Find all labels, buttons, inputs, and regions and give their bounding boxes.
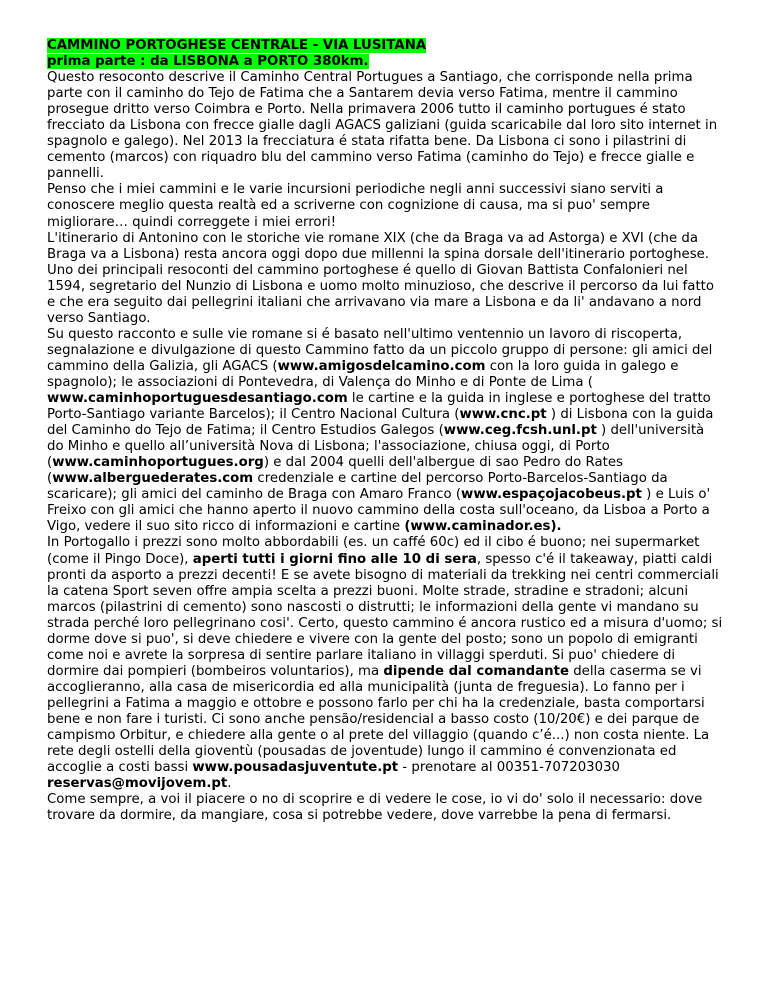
link-caminador: (www.caminador.es).	[404, 519, 562, 535]
link-ceg: www.ceg.fcsh.unl.pt	[443, 423, 597, 439]
paragraph-closing: Come sempre, a voi il piacere o no di scoprire e di vedere le cose, io vi do' solo il necessario: dove trovare da dormire, da mangiare, cosa si potrebbe vedere, dove varrebbe la pena di fermarsi.	[47, 792, 703, 824]
paragraph-practical-info: In Portogallo i prezzi sono molto abbordabili (es. un caffé 60c) ed il cibo é buono; nei supermarket (come il Pingo Doce), aperti tutti i giorni fino alle 10 di sera, spesso c'é il takeaway, piatti caldi pronti da asporto a prezzi decenti! E se avete bisogno di materiali da trekking nei centri commerciali la catena Sport seven offre ampia scelta a prezzi buoni. Molte strade, stradine e stradoni; alcuni marcos (pilastrini di cemento) sono nascosti o distrutti; le informazioni della gente vi mandano su strada perché loro pellegrinano cosi'. Certo, questo cammino é ancora rustico ed a misura d'uomo; si dorme dove si puo', si deve chiedere e vivere con la gente del posto; sono un popolo di emigranti come noi e avrete la sorpresa di sentire parlare italiano in villaggi sperduti. Si puo' chiedere di dormire dai pompieri (bombeiros voluntarios), ma dipende dal comandante della caserma se vi accoglieranno, alla casa de misericordia ed alla municipalità (junta de freguesia). Lo fanno per i pellegrini a Fatima a maggio e ottobre e possono farlo per chi ha la credenziale, basta comportarsi bene e non fare i turisti. Ci sono anche pensão/residencial a basso costo (10/20€) e dei parque de campismo Orbitur, e chiedere alla gente o al prete del villaggio (quando c’é...) non costa niente. La rete degli ostelli della gioventù (pousadas de joventude) lungo il cammino é convenzionata ed accoglie a costi bassi www.pousadasjuventute.pt - prenotare al 00351-707203030 reservas@movijovem.pt.	[47, 535, 723, 792]
link-caminhoportuguesdesantiago: www.caminhoportuguesdesantiago.com	[47, 391, 348, 407]
paragraph-associations: Su questo racconto e sulle vie romane si é basato nell'ultimo ventennio un lavoro di riscoperta, segnalazione e divulgazione di questo Cammino fatto da un piccolo gruppo di persone: gli amici del cammino della Galizia, gli AGACS (www.amigosdelcamino.com con la loro guida in galego e spagnolo); le associazioni di Pontevedra, di Valença do Minho e di Ponte de Lima ( www.caminhoportuguesdesantiago.com le cartine e la guida in inglese e portoghese del tratto Porto-Santiago variante Barcelos); il Centro Nacional Cultura (www.cnc.pt ) di Lisbona con la guida del Caminho do Tejo de Fatima; il Centro Estudios Galegos (www.ceg.fcsh.unl.pt ) dell'università do Minho e quello all’università Nova di Lisbona; l'associazione, chiusa oggi, di Porto (www.caminhoportugues.org) e dal 2004 quelli dell'albergue di sao Pedro do Rates (www.alberguederates.com credenziale e cartine del percorso Porto-Barcelos-Santiago da scaricare); gli amici del caminho de Braga con Amaro Franco (www.espaçojacobeus.pt ) e Luis o' Freixo con gli amici che hanno aperto il nuovo cammino della costa sull'oceano, da Lisboa a Porto a Vigo, vedere il suo sito ricco di informazioni e cartine (www.caminador.es).	[47, 326, 714, 535]
emphasis-comandante: dipende dal comandante	[383, 663, 569, 679]
link-caminhoportugues: www.caminhoportugues.org	[52, 455, 264, 471]
title-line-2: prima parte : da LISBONA a PORTO 380km.	[47, 54, 369, 70]
emphasis-supermarket-hours: aperti tutti i giorni fino alle 10 di sera	[192, 551, 477, 567]
paragraph-author-note: Penso che i miei cammini e le varie incursioni periodiche negli anni successivi siano serviti a conoscere meglio questa realtà ed a scriverne con cognizione di causa, ma si puo' sempre migliorare… quindi correggete i miei errori!	[47, 182, 664, 230]
link-amigosdelcamino: www.amigosdelcamino.com	[277, 358, 486, 374]
link-cnc: www.cnc.pt	[459, 407, 547, 423]
link-alberguederates: www.alberguederates.com	[52, 471, 254, 487]
paragraph-history: L'itinerario di Antonino con le storiche vie romane XIX (che da Braga va ad Astorga) e XVI (che da Braga va a Lisbona) resta ancora oggi dopo due millenni la spina dorsale dell'itinerario portoghese. Uno dei principali resoconti del cammino portoghese é quello di Giovan Battista Confalonieri nel 1594, segretario del Nunzio di Lisbona e uomo molto minuzioso, che descrive il percorso da lui fatto e che era seguito dai pellegrini italiani che arrivavano via mare a Lisbona e da li' andavano a nord verso Santiago.	[47, 230, 715, 326]
paragraph-intro: Questo resoconto descrive il Caminho Central Portugues a Santiago, che corrisponde nella prima parte con il caminho do Tejo de Fatima che a Santarem devia verso Fatima, mentre il cammino prosegue dritto verso Coimbra e Porto. Nella primavera 2006 tutto il caminho portugues é stato frecciato da Lisbona con frecce gialle dagli AGACS galiziani (guida scaricabile dal loro sito internet in spagnolo e galego). Nel 2013 la frecciatura é stata rifatta bene. Da Lisbona ci sono i pilastrini di cemento (marcos) con riquadro blu del cammino verso Fatima (caminho do Tejo) e frecce gialle e pannelli.	[47, 70, 718, 182]
title-line-1: CAMMINO PORTOGHESE CENTRALE - VIA LUSITANA	[47, 38, 427, 53]
link-pousadasjuventute: www.pousadasjuventute.pt	[192, 760, 399, 776]
document-title	[47, 38, 724, 70]
link-espacojacobeus: www.espaçojacobeus.pt	[461, 487, 642, 503]
email-movijovem: reservas@movijovem.pt	[47, 776, 228, 792]
